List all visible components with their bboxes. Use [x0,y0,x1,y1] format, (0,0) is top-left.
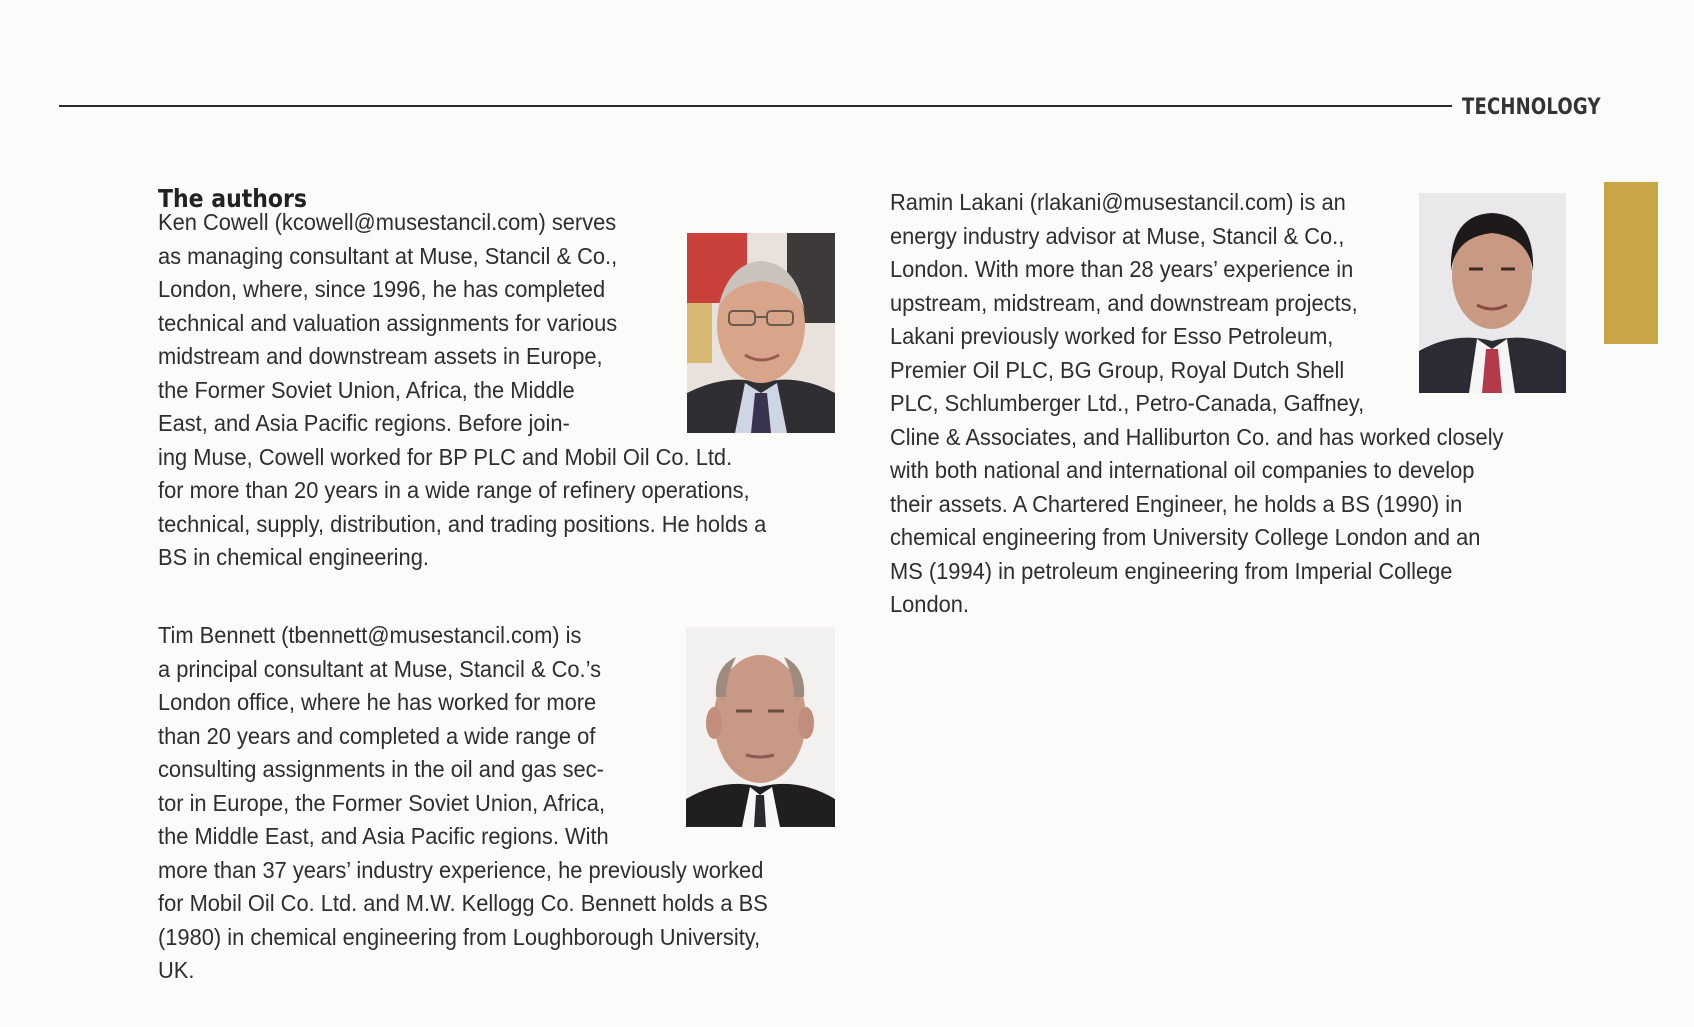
bio-line: the Former Soviet Union, Africa, the Middle [158,376,575,403]
bio-line: East, and Asia Pacific regions. Before join- [158,410,570,436]
bio-line: the Middle East, and Asia Pacific regions. With [158,823,609,849]
bio-line: London. [890,591,970,617]
bio-line: Ramin Lakani (rlakani@musestancil.com) is an [890,189,1346,215]
bio-line: Lakani previously worked for Esso Petroleum, [890,323,1334,349]
bio-line: chemical engineering from University College London and an [890,524,1481,550]
bio-line: (1980) in chemical engineering from Loughborough University, [158,923,761,950]
author-photo-ken-cowell [687,233,835,433]
bio-line: Tim Bennett (tbennett@musestancil.com) is [158,622,582,648]
bio-line: technical and valuation assignments for various [158,309,618,336]
bio-line: a principal consultant at Muse, Stancil & Co.’s [158,655,601,682]
bio-line: Ken Cowell (kcowell@musestancil.com) serves [158,209,617,235]
bio-line: more than 37 years’ industry experience, he previously worked [158,856,764,883]
bio-line: London. With more than 28 years’ experience in [890,256,1354,282]
bio-line: consulting assignments in the oil and gas sec- [158,756,604,782]
bio-line: ing Muse, Cowell worked for BP PLC and Mobil Oil Co. Ltd. [158,443,733,470]
section-label: TECHNOLOGY [1462,95,1601,120]
bio-line: Cline & Associates, and Halliburton Co. and has worked closely [890,423,1504,450]
bio-line: London office, where he has worked for more [158,689,597,715]
author-bio-ramin-lakani [890,186,1503,622]
header-rule [59,105,1452,107]
bio-line: MS (1994) in petroleum engineering from Imperial College [890,557,1453,584]
section-tab-marker [1604,182,1658,344]
authors-heading: The authors [158,184,307,213]
author-bio-tim-bennett [158,619,768,988]
author-photo-ramin-lakani [1419,193,1566,393]
bio-line: technical, supply, distribution, and trading positions. He holds a [158,510,767,537]
bio-line: upstream, midstream, and downstream projects, [890,289,1358,316]
bio-line: midstream and downstream assets in Europe, [158,343,603,369]
bio-line: as managing consultant at Muse, Stancil & Co., [158,242,618,269]
bio-line: Premier Oil PLC, BG Group, Royal Dutch Shell [890,356,1345,383]
author-photo-tim-bennett [686,627,835,827]
bio-line: their assets. A Chartered Engineer, he holds a BS (1990) in [890,490,1463,517]
bio-line: tor in Europe, the Former Soviet Union, Africa, [158,789,606,816]
bio-line: for Mobil Oil Co. Ltd. and M.W. Kellogg Co. Bennett holds a BS [158,890,768,916]
bio-line: with both national and international oil companies to develop [890,457,1475,483]
bio-line: London, where, since 1996, he has completed [158,276,606,302]
bio-line: energy industry advisor at Muse, Stancil & Co., [890,222,1345,249]
bio-line: than 20 years and completed a wide range of [158,722,596,749]
author-bio-ken-cowell [158,206,766,575]
bio-line: UK. [158,957,195,983]
bio-line: BS in chemical engineering. [158,544,429,570]
bio-line: PLC, Schlumberger Ltd., Petro-Canada, Gaffney, [890,390,1365,416]
bio-line: for more than 20 years in a wide range of refinery operations, [158,477,750,503]
